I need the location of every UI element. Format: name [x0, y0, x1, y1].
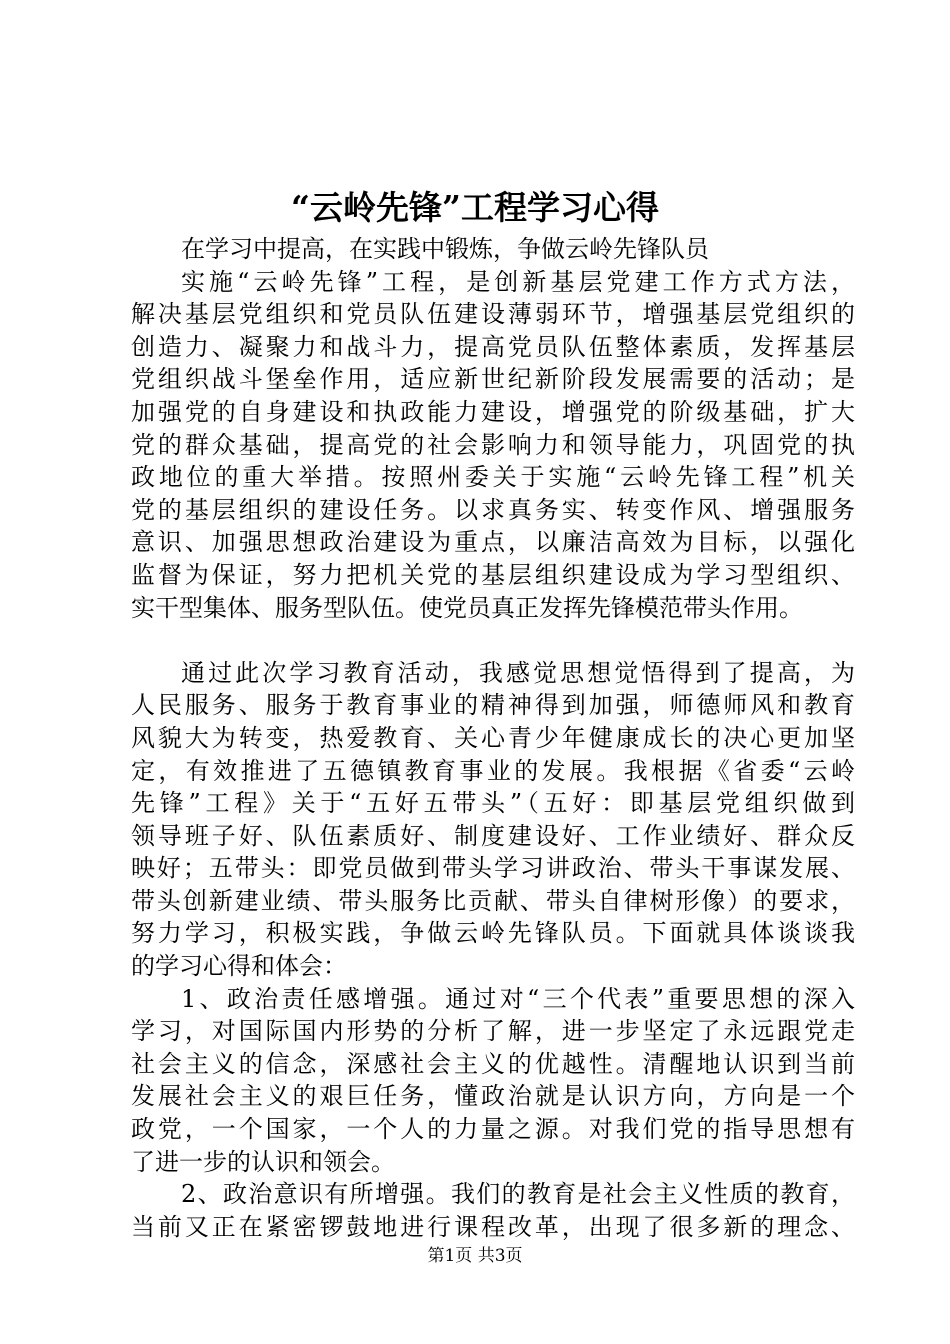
paragraph-1-line: 监督为保证，努力把机关党的基层组织建设成为学习型组织、 [131, 560, 855, 589]
page-number-footer: 第1页 共3页 [427, 1246, 523, 1266]
document-body [131, 233, 855, 1243]
paragraph-2-line: 先锋”工程》关于“五好五带头”（五好：即基层党组织做到 [131, 789, 855, 818]
paragraph-1-line: 意识、加强思想政治建设为重点，以廉洁高效为目标，以强化 [131, 528, 855, 557]
paragraph-1-line: 解决基层党组织和党员队伍建设薄弱环节，增强基层党组织的 [131, 300, 855, 329]
paragraph-1-line: 实施“云岭先锋”工程，是创新基层党建工作方式方法， [181, 267, 855, 296]
paragraph-2-line: 映好；五带头：即党员做到带头学习讲政治、带头干事谋发展、 [131, 854, 855, 883]
paragraph-1-line: 政地位的重大举措。按照州委关于实施“云岭先锋工程”机关 [131, 463, 855, 492]
paragraph-2-line: 人民服务、服务于教育事业的精神得到加强，师德师风和教育 [131, 691, 855, 720]
paragraph-2-line: 的学习心得和体会： [131, 952, 347, 981]
paragraph-1-line: 实干型集体、服务型队伍。使党员真正发挥先锋模范带头作用。 [131, 593, 803, 622]
paragraph-2-line: 定，有效推进了五德镇教育事业的发展。我根据《省委“云岭 [131, 756, 855, 785]
subtitle-line: 在学习中提高，在实践中锻炼，争做云岭先锋队员 [181, 235, 709, 263]
paragraph-2-line: 领导班子好、队伍素质好、制度建设好、工作业绩好、群众反 [131, 821, 855, 850]
paragraph-4-line: 2、政治意识有所增强。我们的教育是社会主义性质的教育， [181, 1180, 855, 1209]
paragraph-spacer [131, 624, 855, 657]
paragraph-4-line: 当前又正在紧密锣鼓地进行课程改革，出现了很多新的理念、 [131, 1212, 855, 1241]
paragraph-3-line: 了进一步的认识和领会。 [131, 1147, 395, 1176]
paragraph-1-line: 加强党的自身建设和执政能力建设，增强党的阶级基础，扩大 [131, 397, 855, 426]
document-title: “云岭先锋”工程学习心得 [291, 188, 659, 227]
paragraph-3-line: 学习，对国际国内形势的分析了解，进一步坚定了永远跟党走 [131, 1017, 855, 1046]
paragraph-1-line: 创造力、凝聚力和战斗力，提高党员队伍整体素质，发挥基层 [131, 332, 855, 361]
paragraph-2-line: 通过此次学习教育活动，我感觉思想觉悟得到了提高，为 [181, 658, 855, 687]
paragraph-3-line: 1、政治责任感增强。通过对“三个代表”重要思想的深入 [181, 984, 855, 1013]
paragraph-2-line: 努力学习，积极实践，争做云岭先锋队员。下面就具体谈谈我 [131, 919, 855, 948]
paragraph-1-line: 党的群众基础，提高党的社会影响力和领导能力，巩固党的执 [131, 430, 855, 459]
paragraph-3-line: 政党，一个国家，一个人的力量之源。对我们党的指导思想有 [131, 1115, 855, 1144]
paragraph-1-line: 党组织战斗堡垒作用，适应新世纪新阶段发展需要的活动；是 [131, 365, 855, 394]
paragraph-1-line: 党的基层组织的建设任务。以求真务实、转变作风、增强服务 [131, 495, 855, 524]
paragraph-2-line: 带头创新建业绩、带头服务比贡献、带头自律树形像）的要求， [131, 886, 855, 915]
paragraph-3-line: 社会主义的信念，深感社会主义的优越性。清醒地认识到当前 [131, 1049, 855, 1078]
paragraph-2-line: 风貌大为转变，热爱教育、关心青少年健康成长的决心更加坚 [131, 723, 855, 752]
paragraph-3-line: 发展社会主义的艰巨任务，懂政治就是认识方向，方向是一个 [131, 1082, 855, 1111]
